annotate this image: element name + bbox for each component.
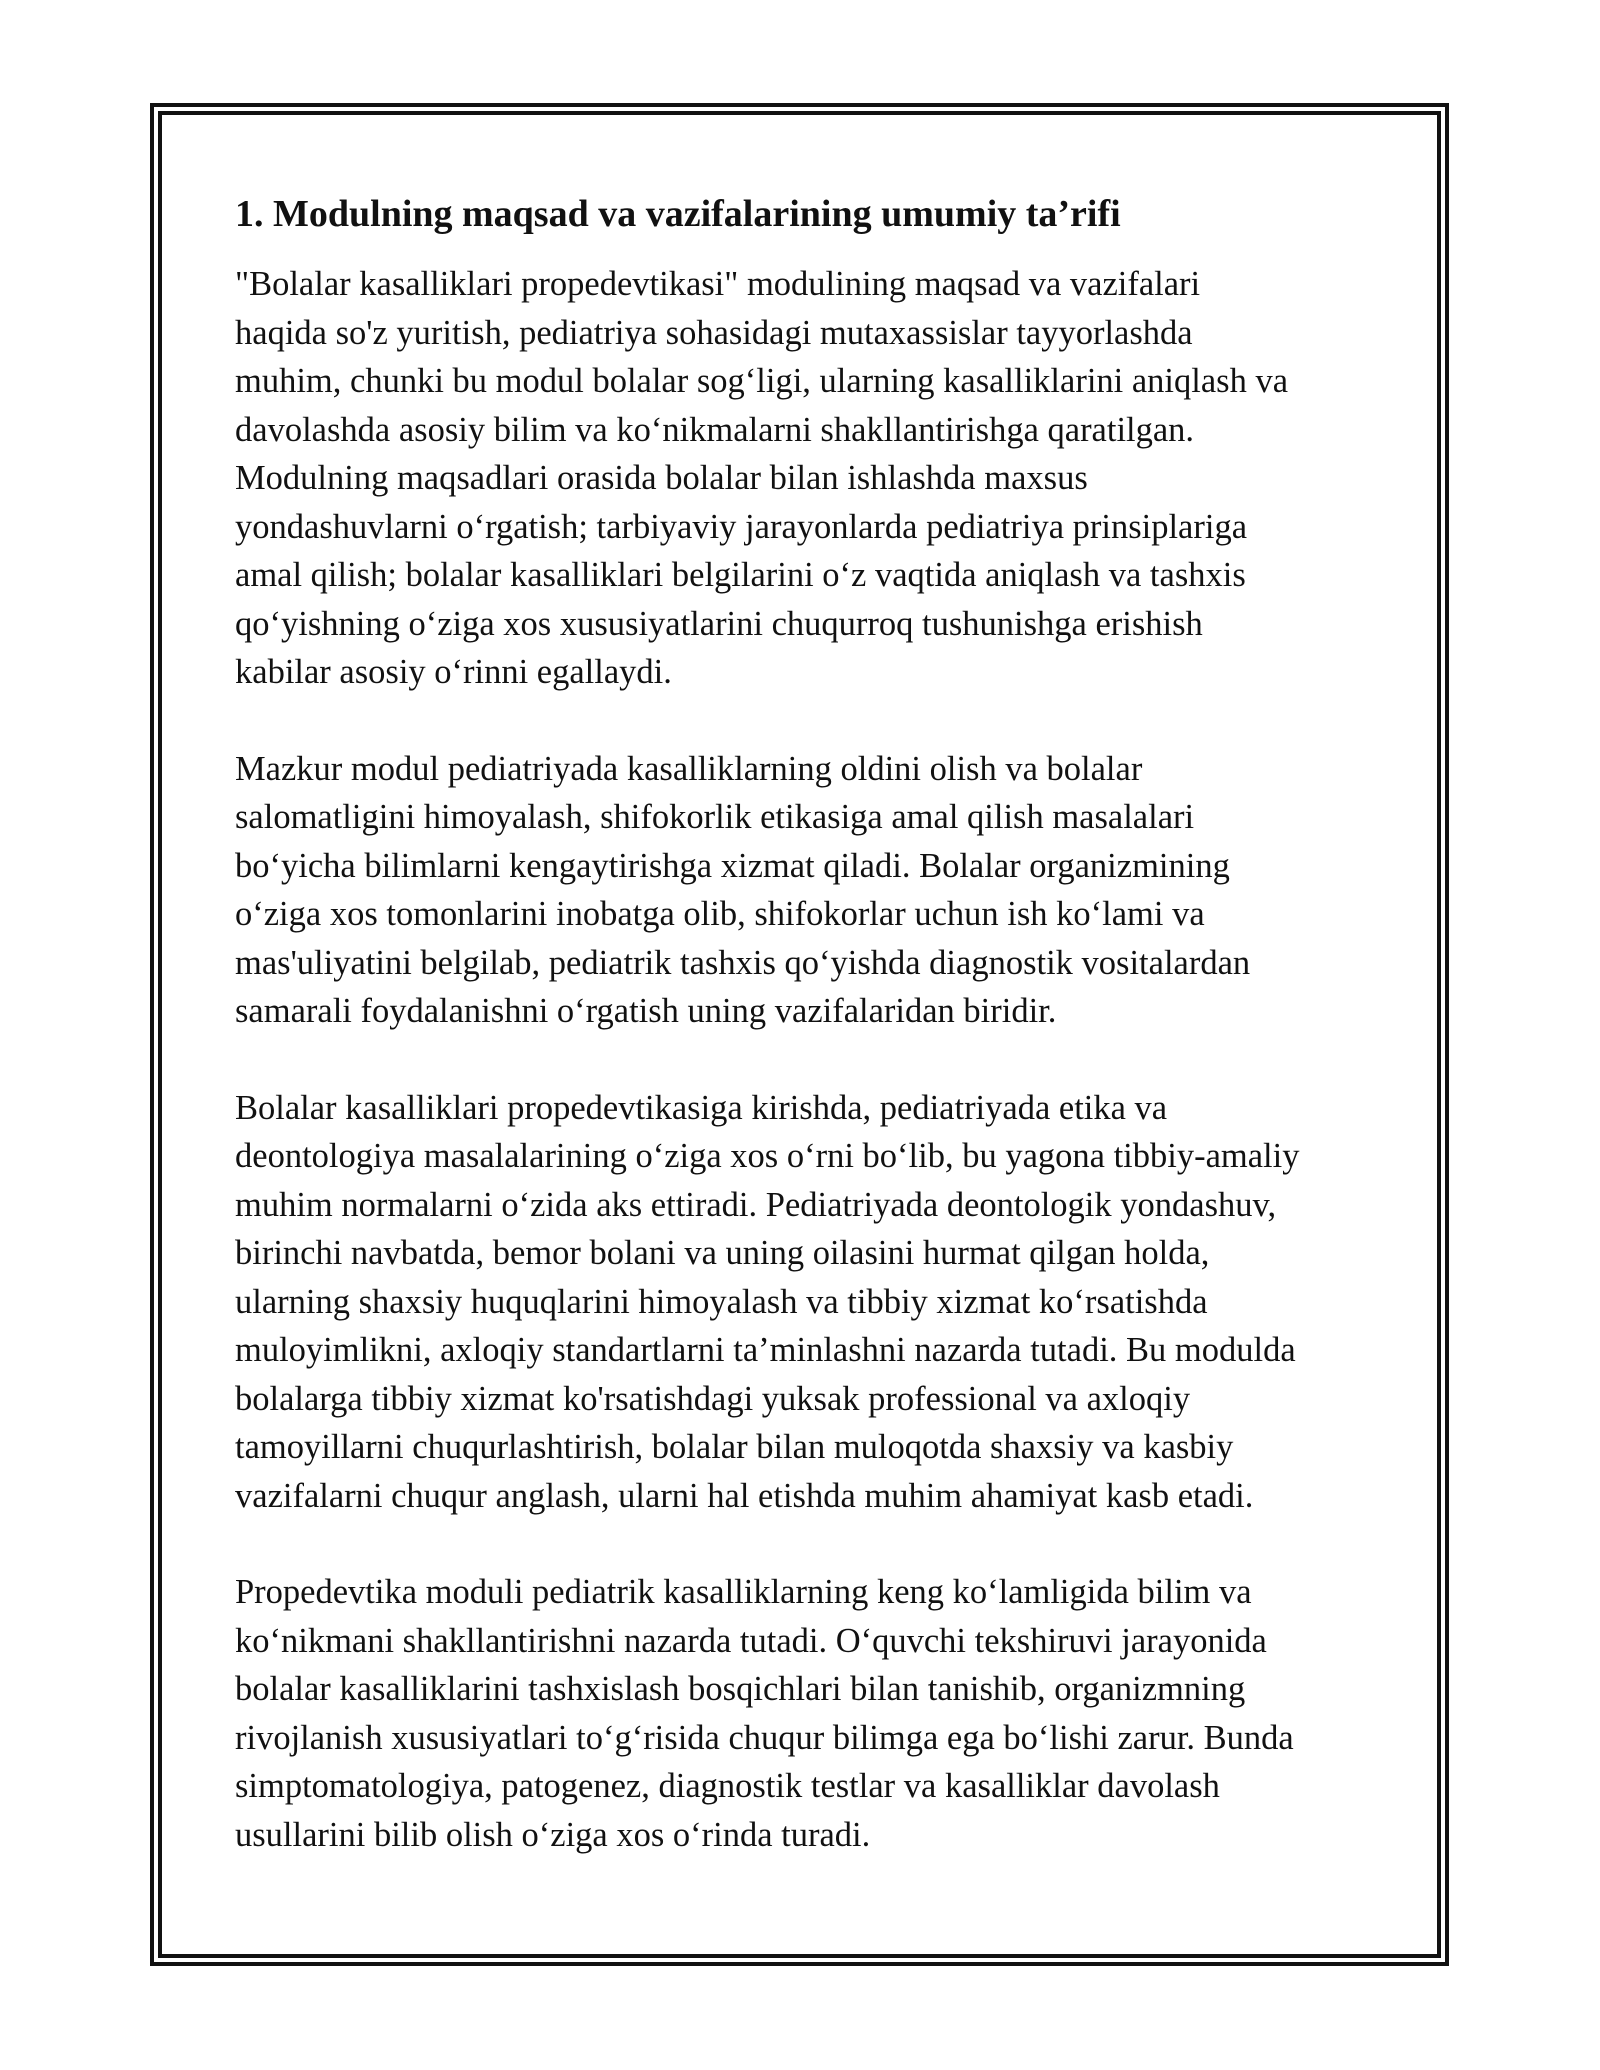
paragraph-line: o‘ziga xos tomonlarini inobatga olib, shifokorlar uchun ish ko‘lami va [235, 895, 1205, 933]
paragraph-line: amal qilish; bolalar kasalliklari belgilarini o‘z vaqtida aniqlash va tashxis [235, 556, 1246, 594]
paragraph-line: simptomatologiya, patogenez, diagnostik testlar va kasalliklar davolash [235, 1767, 1220, 1805]
paragraph-line: rivojlanish xususiyatlari to‘g‘risida chuqur bilimga ega bo‘lishi zarur. Bunda [235, 1718, 1294, 1757]
paragraph-line: muhim, chunki bu modul bolalar sog‘ligi, ularning kasalliklarini aniqlash va [235, 362, 1289, 400]
paragraph-line: samarali foydalanishni o‘rgatish uning vazifalaridan biridir. [235, 992, 1057, 1030]
paragraph-line: kabilar asosiy o‘rinni egallaydi. [235, 653, 672, 691]
paragraph-3 [235, 1084, 1375, 1521]
paragraph-4 [235, 1568, 1375, 1859]
paragraph-line: haqida so'z yuritish, pediatriya sohasidagi mutaxassislar tayyorlashda [235, 313, 1193, 352]
paragraph-line: Modulning maqsadlari orasida bolalar bilan ishlashda maxsus [235, 459, 1088, 497]
paragraph-line: muhim normalarni o‘zida aks ettiradi. Pediatriyada deontologik yondashuv, [235, 1185, 1277, 1224]
paragraph-line: Bolalar kasalliklari propedevtikasiga kirishda, pediatriyada etika va [235, 1088, 1168, 1127]
paragraph-line: birinchi navbatda, bemor bolani va uning oilasini hurmat qilgan holda, [235, 1234, 1210, 1272]
paragraph-line: ko‘nikmani shakllantirishni nazarda tutadi. O‘quvchi tekshiruvi jarayonida [235, 1621, 1267, 1660]
paragraph-2 [235, 745, 1375, 1036]
paragraph-line: yondashuvlarni o‘rgatish; tarbiyaviy jarayonlarda pediatriya prinsiplariga [235, 507, 1248, 546]
paragraph-line: muloyimlikni, axloqiy standartlarni ta’minlashni nazarda tutadi. Bu modulda [235, 1331, 1296, 1369]
paragraph-line: Propedevtika moduli pediatrik kasalliklarning keng ko‘lamligida bilim va [235, 1573, 1252, 1611]
paragraph-line: usullarini bilib olish o‘ziga xos o‘rinda turadi. [235, 1815, 871, 1854]
paragraph-line: bolalarga tibbiy xizmat ko'rsatishdagi yuksak professional va axloqiy [235, 1379, 1191, 1418]
section-heading: 1. Modulning maqsad va vazifalarining umumiy ta’rifi [235, 193, 1121, 235]
paragraph-line: bo‘yicha bilimlarni kengaytirishga xizmat qiladi. Bolalar organizmining [235, 846, 1230, 885]
paragraph-line: ularning shaxsiy huquqlarini himoyalash va tibbiy xizmat ko‘rsatishda [235, 1282, 1208, 1321]
paragraph-line: vazifalarni chuqur anglash, ularni hal etishda muhim ahamiyat kasb etadi. [235, 1476, 1254, 1515]
paragraph-line: deontologiya masalalarining o‘ziga xos o‘rni bo‘lib, bu yagona tibbiy-amaliy [235, 1137, 1300, 1175]
paragraph-1 [235, 260, 1375, 697]
document-body [235, 186, 1375, 1907]
paragraph-line: "Bolalar kasalliklari propedevtikasi" modulining maqsad va vazifalari [235, 265, 1201, 303]
paragraph-line: bolalar kasalliklarini tashxislash bosqichlari bilan tanishib, organizmning [235, 1670, 1246, 1708]
paragraph-line: davolashda asosiy bilim va ko‘nikmalarni shakllantirishga qaratilgan. [235, 410, 1195, 449]
paragraph-line: salomatligini himoyalash, shifokorlik etikasiga amal qilish masalalari [235, 798, 1195, 836]
paragraph-line: qo‘yishning o‘ziga xos xususiyatlarini chuqurroq tushunishga erishish [235, 604, 1203, 643]
paragraph-line: mas'uliyatini belgilab, pediatrik tashxis qo‘yishda diagnostik vositalardan [235, 943, 1251, 982]
paragraph-line: Mazkur modul pediatriyada kasalliklarning oldini olish va bolalar [235, 749, 1143, 788]
paragraph-line: tamoyillarni chuqurlashtirish, bolalar bilan muloqotda shaxsiy va kasbiy [235, 1428, 1234, 1466]
